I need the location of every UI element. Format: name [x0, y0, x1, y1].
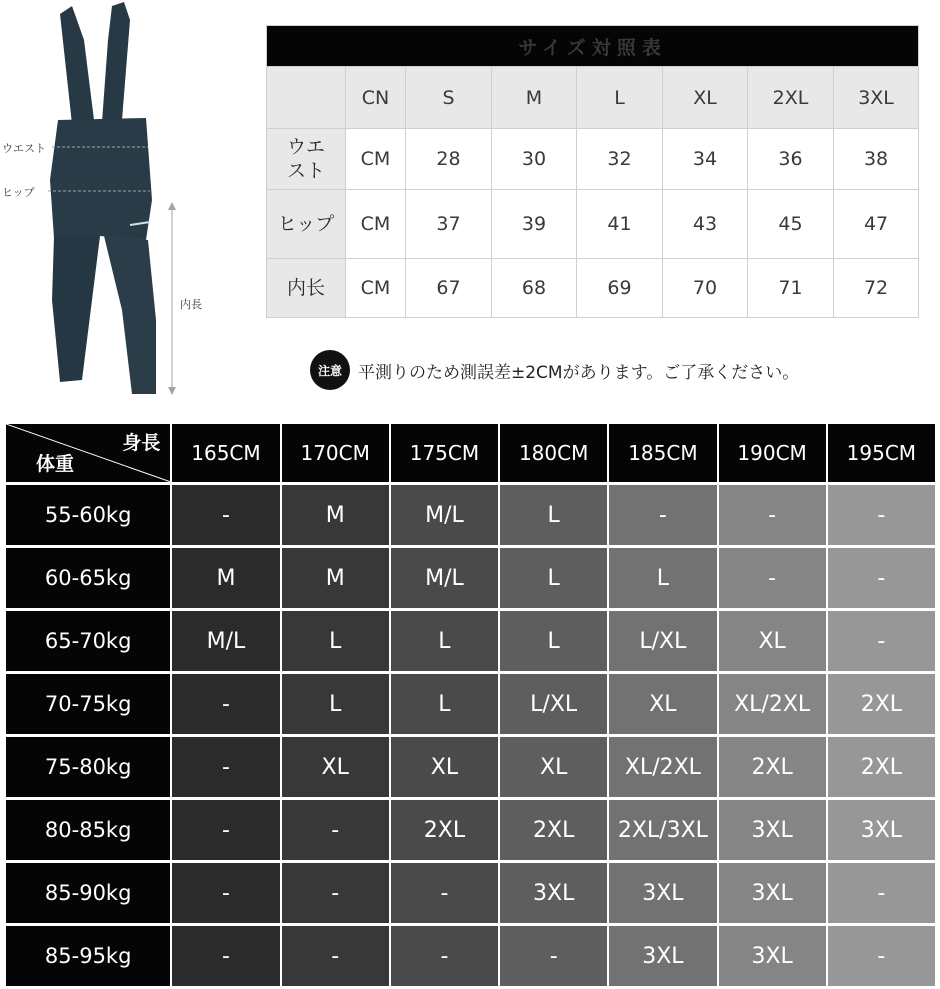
recommended-size-cell: 3XL: [608, 862, 717, 925]
recommended-size-cell: -: [718, 484, 827, 547]
recommended-size-cell: 2XL: [718, 736, 827, 799]
weight-cell: 65-70kg: [6, 610, 171, 673]
recommended-size-cell: -: [390, 862, 499, 925]
recommended-size-cell: -: [827, 610, 936, 673]
value-cell: 43: [663, 190, 748, 259]
header-cell: 3XL: [834, 67, 919, 129]
recommended-size-cell: -: [827, 484, 936, 547]
unit-cell: CM: [346, 129, 406, 190]
recommended-size-cell: L: [499, 610, 608, 673]
waist-label: ウエスト: [2, 142, 46, 155]
recommended-size-cell: XL/2XL: [718, 673, 827, 736]
recommended-size-cell: -: [281, 862, 390, 925]
weight-cell: 70-75kg: [6, 673, 171, 736]
height-header-row: [6, 424, 936, 484]
recommended-size-cell: -: [281, 799, 390, 862]
weight-cell: 75-80kg: [6, 736, 171, 799]
recommended-size-cell: XL/2XL: [608, 736, 717, 799]
recommended-size-cell: XL: [390, 736, 499, 799]
recommended-size-cell: 3XL: [718, 862, 827, 925]
recommended-size-cell: 2XL: [827, 673, 936, 736]
weight-cell: 55-60kg: [6, 484, 171, 547]
weight-row: [6, 862, 936, 925]
size-chart-title: サイズ対照表: [267, 26, 919, 67]
recommended-size-cell: -: [171, 736, 280, 799]
recommended-size-cell: XL: [718, 610, 827, 673]
weight-row: [6, 799, 936, 862]
weight-cell: 85-90kg: [6, 862, 171, 925]
recommended-size-cell: -: [171, 925, 280, 988]
header-cell: XL: [663, 67, 748, 129]
weight-cell: 85-95kg: [6, 925, 171, 988]
recommended-size-cell: M/L: [171, 610, 280, 673]
corner-cell: [6, 424, 171, 484]
inseam-row: [267, 259, 919, 318]
note-text: 平測りのため測誤差±2CMがあります。ご了承ください。: [358, 362, 800, 383]
recommended-size-cell: XL: [281, 736, 390, 799]
recommended-size-cell: 2XL: [827, 736, 936, 799]
size-recommendation-table: [6, 424, 937, 989]
recommended-size-cell: L: [499, 547, 608, 610]
recommended-size-cell: -: [827, 862, 936, 925]
value-cell: 69: [577, 259, 663, 318]
recommended-size-cell: -: [390, 925, 499, 988]
recommended-size-cell: M: [281, 547, 390, 610]
value-cell: 72: [834, 259, 919, 318]
weight-row: [6, 736, 936, 799]
height-header-cell: 195CM: [827, 424, 936, 484]
recommended-size-cell: -: [171, 799, 280, 862]
recommended-size-cell: 3XL: [718, 799, 827, 862]
recommended-size-cell: M/L: [390, 484, 499, 547]
value-cell: 36: [748, 129, 834, 190]
recommended-size-cell: L/XL: [608, 610, 717, 673]
value-cell: 34: [663, 129, 748, 190]
recommended-size-cell: XL: [608, 673, 717, 736]
size-header-row: [267, 67, 919, 129]
header-blank: [267, 67, 346, 129]
inseam-label: 内長: [180, 298, 202, 311]
product-figure: [0, 0, 260, 400]
value-cell: 71: [748, 259, 834, 318]
recommended-size-cell: 2XL: [499, 799, 608, 862]
row-label: 内长: [267, 259, 346, 318]
recommended-size-cell: L: [281, 673, 390, 736]
unit-cell: CM: [346, 190, 406, 259]
value-cell: 47: [834, 190, 919, 259]
value-cell: 41: [577, 190, 663, 259]
recommended-size-cell: -: [718, 547, 827, 610]
recommended-size-cell: 3XL: [499, 862, 608, 925]
value-cell: 32: [577, 129, 663, 190]
value-cell: 28: [406, 129, 492, 190]
height-header-cell: 170CM: [281, 424, 390, 484]
recommended-size-cell: L: [608, 547, 717, 610]
recommended-size-cell: -: [171, 484, 280, 547]
value-cell: 30: [492, 129, 577, 190]
caution-badge: 注意: [310, 350, 350, 390]
weight-cell: 60-65kg: [6, 547, 171, 610]
header-cell: CN: [346, 67, 406, 129]
recommended-size-cell: M/L: [390, 547, 499, 610]
weight-row: [6, 925, 936, 988]
value-cell: 39: [492, 190, 577, 259]
measurement-note: [310, 352, 799, 388]
hip-label: ヒップ: [2, 186, 35, 199]
recommended-size-cell: L: [390, 673, 499, 736]
height-header-cell: 165CM: [171, 424, 280, 484]
recommended-size-cell: -: [281, 925, 390, 988]
recommended-size-cell: L: [390, 610, 499, 673]
size-chart-table: [266, 25, 919, 318]
weight-row: [6, 610, 936, 673]
value-cell: 67: [406, 259, 492, 318]
recommended-size-cell: -: [608, 484, 717, 547]
recommended-size-cell: -: [499, 925, 608, 988]
height-header-cell: 180CM: [499, 424, 608, 484]
header-cell: 2XL: [748, 67, 834, 129]
weight-axis-label: 体重: [36, 453, 75, 475]
recommended-size-cell: -: [171, 862, 280, 925]
recommended-size-cell: 2XL: [390, 799, 499, 862]
recommended-size-cell: L: [499, 484, 608, 547]
unit-cell: CM: [346, 259, 406, 318]
weight-row: [6, 673, 936, 736]
recommended-size-cell: 3XL: [827, 799, 936, 862]
header-cell: M: [492, 67, 577, 129]
hip-row: [267, 190, 919, 259]
value-cell: 70: [663, 259, 748, 318]
recommended-size-cell: -: [827, 547, 936, 610]
recommended-size-cell: 3XL: [608, 925, 717, 988]
recommended-size-cell: M: [171, 547, 280, 610]
value-cell: 37: [406, 190, 492, 259]
waist-row: [267, 129, 919, 190]
bib-tights-image: [0, 0, 260, 400]
weight-row: [6, 484, 936, 547]
size-chart-title-row: [267, 26, 919, 67]
row-label: ウエ スト: [267, 129, 346, 190]
header-cell: S: [406, 67, 492, 129]
value-cell: 38: [834, 129, 919, 190]
row-label: ヒップ: [267, 190, 346, 259]
weight-row: [6, 547, 936, 610]
recommended-size-cell: 3XL: [718, 925, 827, 988]
height-header-cell: 185CM: [608, 424, 717, 484]
recommended-size-cell: M: [281, 484, 390, 547]
header-cell: L: [577, 67, 663, 129]
recommended-size-cell: L/XL: [499, 673, 608, 736]
recommended-size-cell: 2XL/3XL: [608, 799, 717, 862]
recommended-size-cell: -: [171, 673, 280, 736]
value-cell: 45: [748, 190, 834, 259]
recommended-size-cell: L: [281, 610, 390, 673]
weight-cell: 80-85kg: [6, 799, 171, 862]
height-header-cell: 190CM: [718, 424, 827, 484]
value-cell: 68: [492, 259, 577, 318]
height-header-cell: 175CM: [390, 424, 499, 484]
recommended-size-cell: XL: [499, 736, 608, 799]
height-axis-label: 身長: [122, 432, 161, 454]
recommended-size-cell: -: [827, 925, 936, 988]
